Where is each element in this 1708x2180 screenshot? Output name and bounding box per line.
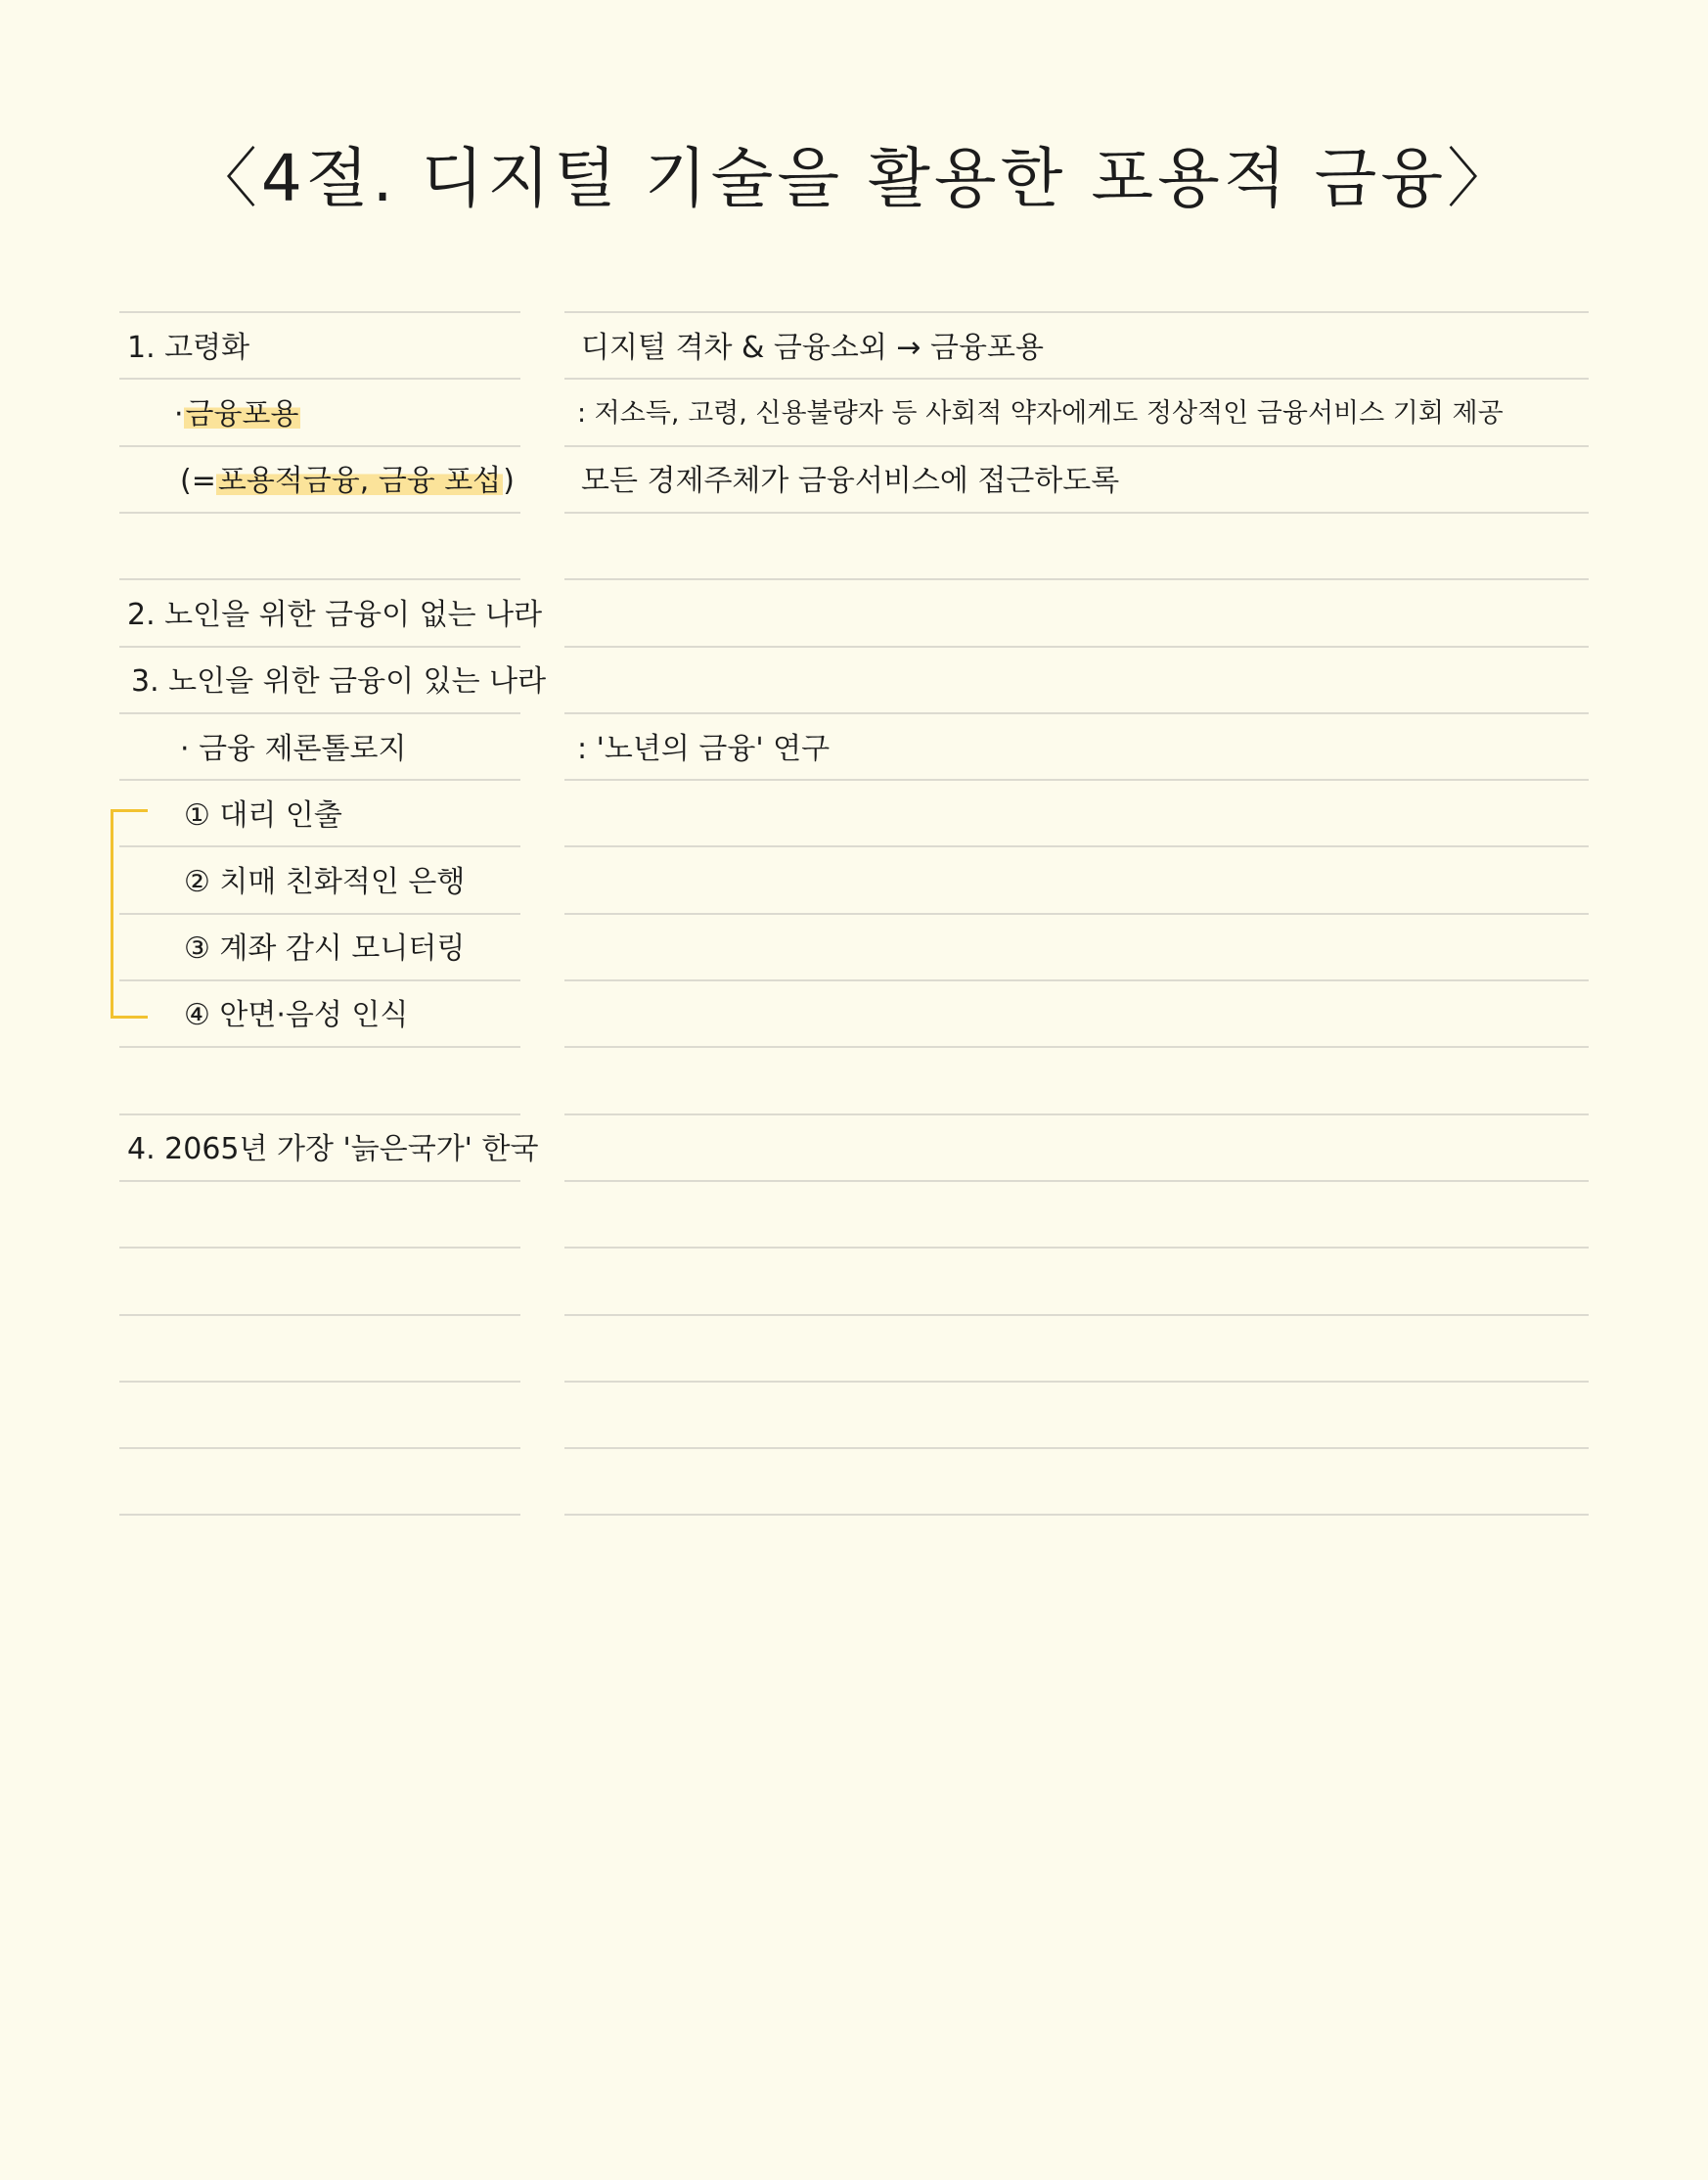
term-gerontology: · 금융 제론톨로지 — [180, 732, 407, 766]
rule-line-left — [119, 1514, 520, 1516]
list-item-proxy-withdrawal: ① 대리 인출 — [184, 798, 342, 833]
list-bracket-top — [111, 809, 148, 812]
rule-line-left — [119, 1113, 520, 1115]
highlight-synonyms: 포용적금융, 금융 포섭 — [217, 464, 502, 498]
rule-line-left — [119, 845, 520, 847]
rule-line-left — [119, 378, 520, 380]
list-item-account-monitoring: ③ 계좌 감시 모니터링 — [184, 931, 466, 966]
heading-finance-for-elderly: 3. 노인을 위한 금융이 있는 나라 — [131, 664, 547, 699]
paren-open: (= — [180, 464, 216, 498]
page-title: 〈4절. 디지털 기술을 활용한 포용적 금융〉 — [192, 141, 1516, 216]
rule-line-left — [119, 311, 520, 313]
rule-line-right — [564, 913, 1589, 915]
bullet: · — [174, 397, 184, 431]
rule-line-right — [564, 845, 1589, 847]
paren-close: ) — [503, 464, 515, 498]
rule-line-left — [119, 779, 520, 781]
rule-line-left — [119, 1046, 520, 1048]
highlight-financial-inclusion: 금융포용 — [185, 397, 299, 431]
rule-line-right — [564, 779, 1589, 781]
rule-line-right — [564, 378, 1589, 380]
rule-line-right — [564, 1046, 1589, 1048]
rule-line-right — [564, 311, 1589, 313]
list-bracket-bottom — [111, 1016, 148, 1019]
rule-line-right — [564, 1113, 1589, 1115]
rule-line-left — [119, 512, 520, 514]
rule-line-left — [119, 712, 520, 714]
rule-line-right — [564, 712, 1589, 714]
rule-line-right — [564, 1447, 1589, 1449]
rule-line-right — [564, 512, 1589, 514]
rule-line-left — [119, 913, 520, 915]
rule-line-right — [564, 1247, 1589, 1249]
rule-line-left — [119, 445, 520, 447]
rule-line-left — [119, 646, 520, 648]
note-all-economic-actors: 모든 경제주체가 금융서비스에 접근하도록 — [581, 464, 1120, 498]
rule-line-left — [119, 1180, 520, 1182]
heading-no-finance-for-elderly: 2. 노인을 위한 금융이 없는 나라 — [127, 598, 543, 632]
list-bracket — [111, 809, 113, 1018]
list-item-face-voice-recognition: ④ 안면·음성 인식 — [184, 998, 409, 1032]
heading-oldest-country: 4. 2065년 가장 '늙은국가' 한국 — [127, 1132, 539, 1166]
rule-line-left — [119, 1381, 520, 1383]
rule-line-left — [119, 1447, 520, 1449]
rule-line-right — [564, 578, 1589, 580]
rule-line-left — [119, 979, 520, 981]
rule-line-right — [564, 1514, 1589, 1516]
heading-aging: 1. 고령화 — [127, 331, 250, 365]
rule-line-right — [564, 1180, 1589, 1182]
note-digital-gap: 디지털 격차 & 금융소외 → 금융포용 — [581, 331, 1044, 365]
rule-line-right — [564, 1314, 1589, 1316]
term-financial-inclusion — [174, 397, 300, 431]
rule-line-left — [119, 1247, 520, 1249]
rule-line-right — [564, 646, 1589, 648]
list-item-dementia-friendly-bank: ② 치매 친화적인 은행 — [184, 865, 466, 899]
rule-line-left — [119, 578, 520, 580]
rule-line-right — [564, 445, 1589, 447]
note-inclusion-definition: : 저소득, 고령, 신용불량자 등 사회적 약자에게도 정상적인 금융서비스 기회 제공 — [577, 398, 1504, 429]
note-gerontology-research: : '노년의 금융' 연구 — [577, 732, 831, 766]
rule-line-right — [564, 979, 1589, 981]
rule-line-right — [564, 1381, 1589, 1383]
rule-line-left — [119, 1314, 520, 1316]
term-synonyms — [180, 464, 515, 498]
